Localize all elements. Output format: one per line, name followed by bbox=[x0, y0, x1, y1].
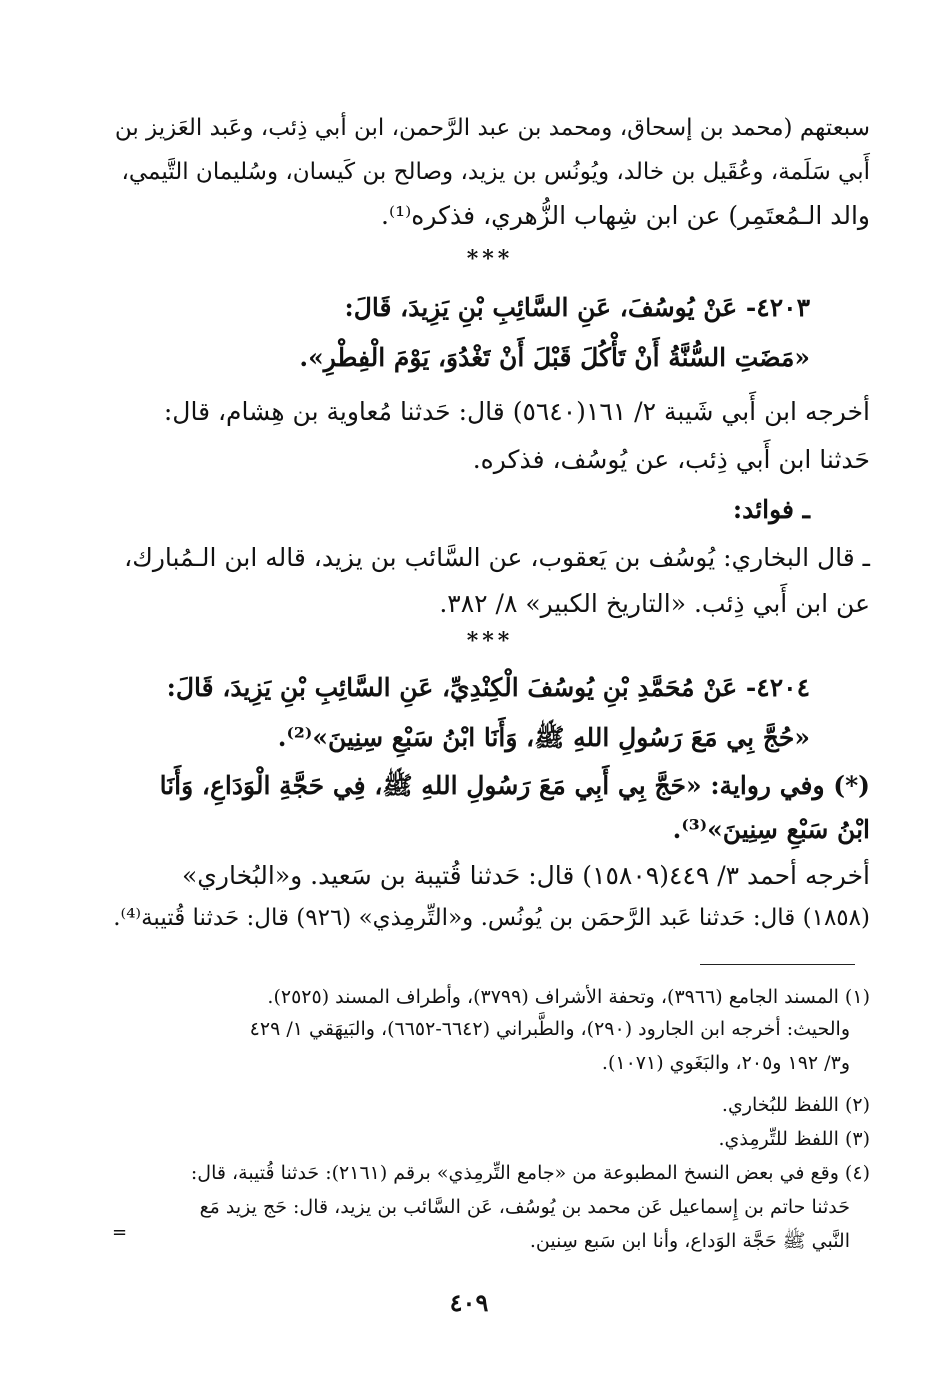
body-line: والد الـمُعتَمِر) عن ابن شِهاب الزُّهري، فذكره⁽¹⁾. bbox=[381, 201, 870, 230]
footnote-line: (٤) وقع في بعض النسخ المطبوعة من «جامع التِّرمِذي» برقم (٢١٦١): حَدثنا قُتيبة، قال: bbox=[190, 1162, 870, 1184]
fawaid-line: ـ قال البخاري: يُوسُف بن يَعقوب، عن السَّائب بن يزيد، قاله ابن الـمُبارك، bbox=[124, 543, 870, 572]
hadith-text-4203: «مَضَتِ السُّنَّةُ أَنْ تَأْكُلَ قَبْلَ أَنْ تَغْدُوَ، يَوْمَ الْفِطْرِ». bbox=[299, 343, 810, 372]
hadith-number-4204: ٤٢٠٤- عَنْ مُحَمَّدِ بْنِ يُوسُفَ الْكِنْدِيِّ، عَنِ السَّائِبِ بْنِ يَزِيدَ، قَالَ: bbox=[166, 673, 810, 702]
footnotes bbox=[110, 0, 870, 1280]
fawaid-line: عن ابن أَبي ذِئب. «التاريخ الكبير» ٨/ ٣٨٢. bbox=[439, 589, 870, 618]
section-separator: *** bbox=[466, 628, 514, 654]
footnote-line: النَّبي ﷺ حَجَّة الوَداع، وأنا ابن سَبع سِنين. bbox=[529, 1230, 850, 1252]
hadith-number-4203: ٤٢٠٣- عَنْ يُوسُفَ، عَنِ السَّائِبِ بْنِ يَزِيدَ، قَالَ: bbox=[344, 293, 810, 322]
footnote-line: (٣) اللفظ للتِّرمِذي. bbox=[718, 1128, 870, 1150]
footnote-line: (١) المسند الجامع (٣٩٦٦)، وتحفة الأشراف (٣٧٩٩)، وأطراف المسند (٢٥٢٥). bbox=[267, 986, 870, 1008]
footnote-line: (٢) اللفظ للبُخاري. bbox=[721, 1094, 870, 1116]
riwaya-line: (*) وفي رواية: «حَجَّ بِي أَبِي مَعَ رَسُولِ اللهِ ﷺ، فِي حَجَّةِ الْوَدَاعِ، وَأَنَا bbox=[159, 771, 870, 800]
section-separator: *** bbox=[466, 246, 514, 272]
body-line: أَبي سَلَمة، وعُقَيل بن خالد، ويُونُس بن يزيد، وصالح بن كَيسان، وسُليمان التَّيمي، bbox=[121, 159, 870, 185]
footnote-line: حَدثنا حاتم بن إِسماعيل عَن محمد بن يُوسُف، عَن السَّائب بن يزيد، قال: حَج يزيد مَع bbox=[199, 1196, 850, 1218]
body-line: سبعتهم (محمد بن إسحاق، ومحمد بن عبد الرَّحمن، ابن أبي ذِئب، وعَبد العَزيز بن bbox=[114, 115, 870, 141]
takhrij-line: حَدثنا ابن أَبي ذِئب، عن يُوسُف، فذكره. bbox=[472, 445, 870, 474]
fawaid-heading: ـ فوائد: bbox=[732, 495, 810, 524]
continuation-mark: = bbox=[112, 1222, 128, 1243]
takhrij-line: أخرجه ابن أَبي شَيبة ٢/ ١٦١(٥٦٤٠) قال: حَدثنا مُعاوية بن هِشام، قال: bbox=[163, 397, 870, 426]
footnote-line: والحيث: أخرجه ابن الجارود (٢٩٠)، والطَّبراني (٦٦٤٢-٦٦٥٢)، والبَيهَقي ١/ ٤٢٩ bbox=[249, 1018, 850, 1040]
takhrij-line: (١٨٥٨) قال: حَدثنا عَبد الرَّحمَن بن يُونُس. و«التِّرمِذي» (٩٢٦) قال: حَدثنا قُتيبة⁽⁴⁾. bbox=[113, 905, 870, 931]
hadith-text-4204: «حُجَّ بِي مَعَ رَسُولِ اللهِ ﷺ، وَأَنَا ابْنُ سَبْعِ سِنِينَ»⁽²⁾. bbox=[277, 723, 810, 752]
page-number: ٤٠٩ bbox=[449, 1288, 489, 1317]
takhrij-line: أخرجه أحمد ٣/ ٤٤٩(١٥٨٠٩) قال: حَدثنا قُتيبة بن سَعيد. و«البُخاري» bbox=[182, 861, 870, 890]
footnote-line: و٣/ ١٩٢ و٢٠٥، والبَغَوي (١٠٧١). bbox=[601, 1052, 850, 1074]
riwaya-line: ابْنُ سَبْعِ سِنِينَ»⁽³⁾. bbox=[672, 815, 870, 844]
